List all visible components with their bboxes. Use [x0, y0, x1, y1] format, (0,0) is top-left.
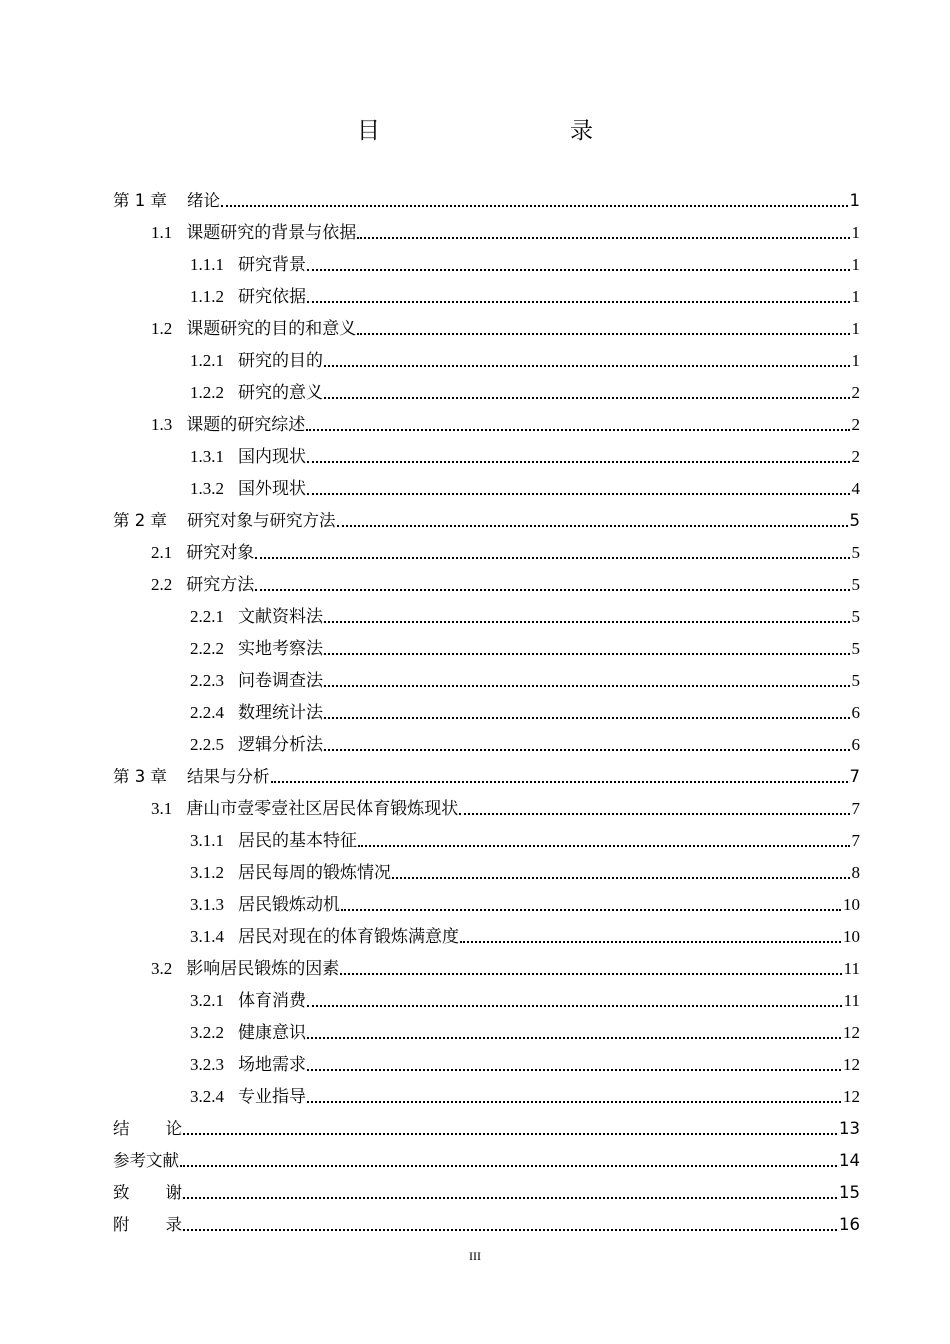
toc-entry-title: 场地需求 [238, 1055, 306, 1074]
toc-entry-title: 影响居民锻炼的因素 [186, 959, 340, 978]
toc-entry-page: 12 [843, 1055, 860, 1074]
toc-entry-title: 参考文献 [113, 1151, 179, 1170]
toc-entry-title: 附录 [113, 1215, 218, 1234]
toc-entry-number: 2.2.3 [190, 671, 224, 690]
toc-entry-title: 文献资料法 [238, 607, 323, 626]
toc-entry-number: 第 1 章 [113, 191, 167, 210]
toc-entry-title: 研究背景 [238, 255, 306, 274]
toc-entry[interactable] [113, 628, 860, 660]
dot-leader [341, 909, 841, 911]
toc-entry[interactable] [113, 820, 860, 852]
toc-entry-page: 4 [851, 479, 860, 498]
toc-entry-page: 14 [839, 1151, 860, 1170]
toc-entry-title: 研究方法 [186, 575, 255, 594]
toc-entry[interactable] [113, 244, 860, 276]
dot-leader [180, 1165, 837, 1167]
toc-entry-page: 1 [851, 351, 860, 370]
dot-leader [183, 1229, 837, 1231]
toc-entry-number: 3.2.3 [190, 1055, 224, 1074]
toc-entry-page: 5 [851, 639, 860, 658]
toc-entry-title: 体育消费 [238, 991, 306, 1010]
toc-entry-title: 实地考察法 [238, 639, 323, 658]
toc-entry-title: 国内现状 [238, 447, 306, 466]
toc-entry-title: 课题研究的目的和意义 [186, 319, 357, 338]
dot-leader [324, 717, 850, 719]
dot-leader [357, 237, 849, 239]
toc-entry-number: 3.2.1 [190, 991, 224, 1010]
toc-entry-page: 13 [839, 1119, 860, 1138]
dot-leader [460, 941, 841, 943]
dot-leader [324, 621, 850, 623]
toc-entry-page: 6 [851, 703, 860, 722]
toc-entry-page: 1 [851, 319, 860, 338]
toc-entry[interactable] [113, 308, 860, 340]
toc-entry-page: 1 [851, 223, 860, 242]
toc-entry[interactable] [113, 660, 860, 692]
toc-entry[interactable] [113, 468, 860, 500]
dot-leader [271, 781, 848, 783]
toc-entry[interactable] [113, 980, 860, 1012]
toc-entry-title: 研究的目的 [238, 351, 323, 370]
toc-entry-title: 居民对现在的体育锻炼满意度 [238, 927, 459, 946]
dot-leader [392, 877, 850, 879]
toc-entry-page: 6 [851, 735, 860, 754]
dot-leader [337, 525, 848, 527]
dot-leader [255, 557, 849, 559]
toc-entry-page: 1 [851, 255, 860, 274]
dot-leader [324, 397, 850, 399]
toc-entry-number: 2.2.5 [190, 735, 224, 754]
toc-entry-title: 专业指导 [238, 1087, 306, 1106]
toc-entry-number: 2.1 [151, 543, 173, 562]
dot-leader [255, 589, 849, 591]
toc-entry-page: 5 [851, 575, 860, 594]
toc-entry[interactable] [113, 564, 860, 596]
toc-entry-page: 11 [843, 959, 860, 978]
toc-entry-number: 2.2.1 [190, 607, 224, 626]
toc-entry[interactable] [113, 340, 860, 372]
toc-entry[interactable] [113, 1044, 860, 1076]
toc-entry-page: 2 [851, 447, 860, 466]
toc-entry-page: 15 [839, 1183, 860, 1202]
toc-entry[interactable] [113, 500, 860, 532]
toc-entry[interactable] [113, 756, 860, 788]
dot-leader [324, 365, 850, 367]
toc-entry[interactable] [113, 788, 860, 820]
toc-entry-number: 3.1.3 [190, 895, 224, 914]
toc-entry-page: 10 [843, 927, 860, 946]
dot-leader [459, 813, 849, 815]
toc-entry-title: 课题的研究综述 [186, 415, 306, 434]
toc-entry-number: 第 3 章 [113, 767, 167, 786]
toc-entry-number: 1.2.2 [190, 383, 224, 402]
dot-leader [307, 269, 850, 271]
dot-leader [307, 301, 850, 303]
dot-leader [357, 333, 849, 335]
toc-entry-title: 唐山市壹零壹社区居民体育锻炼现状 [186, 799, 459, 818]
dot-leader [306, 429, 849, 431]
toc-entry[interactable] [113, 1108, 860, 1140]
toc-entry[interactable] [113, 532, 860, 564]
toc-entry-title: 居民的基本特征 [238, 831, 357, 850]
dot-leader [307, 1069, 841, 1071]
page-title: 目 录 [357, 118, 641, 144]
page-number: III [469, 1249, 481, 1263]
toc-entry-title: 国外现状 [238, 479, 306, 498]
dot-leader [307, 1005, 842, 1007]
dot-leader [324, 653, 850, 655]
toc-entry[interactable] [113, 1012, 860, 1044]
toc-entry-page: 16 [839, 1215, 860, 1234]
dot-leader [324, 749, 850, 751]
toc-entry-page: 7 [851, 831, 860, 850]
toc-entry[interactable] [113, 596, 860, 628]
toc-entry-number: 3.2.4 [190, 1087, 224, 1106]
toc-entry-page: 7 [849, 767, 860, 786]
toc-entry[interactable] [113, 404, 860, 436]
toc-entry-page: 5 [851, 543, 860, 562]
toc-entry-number: 1.2.1 [190, 351, 224, 370]
toc-entry-page: 10 [843, 895, 860, 914]
toc-entry-title: 致谢 [113, 1183, 218, 1202]
toc-entry-title: 绪论 [187, 191, 220, 210]
toc-entry-number: 3.1.4 [190, 927, 224, 946]
toc-entry-number: 3.2.2 [190, 1023, 224, 1042]
toc-entry[interactable] [113, 948, 860, 980]
toc-entry-title: 健康意识 [238, 1023, 306, 1042]
dot-leader [221, 205, 848, 207]
dot-leader [183, 1133, 837, 1135]
toc-entry-title: 课题研究的背景与依据 [186, 223, 357, 242]
dot-leader [307, 493, 850, 495]
toc-entry[interactable] [113, 180, 860, 212]
toc-entry-page: 8 [851, 863, 860, 882]
toc-entry-number: 1.3.2 [190, 479, 224, 498]
table-of-contents [113, 180, 860, 1236]
toc-entry[interactable] [113, 916, 860, 948]
toc-entry[interactable] [113, 212, 860, 244]
toc-entry-title: 居民锻炼动机 [238, 895, 340, 914]
toc-entry-number: 第 2 章 [113, 511, 167, 530]
toc-entry-number: 1.1 [151, 223, 173, 242]
toc-entry-page: 1 [849, 191, 860, 210]
toc-entry[interactable] [113, 692, 860, 724]
toc-entry-number: 2.2.4 [190, 703, 224, 722]
toc-entry-number: 2.2 [151, 575, 173, 594]
toc-entry-page: 5 [851, 607, 860, 626]
toc-entry-number: 1.3.1 [190, 447, 224, 466]
toc-entry-page: 1 [851, 287, 860, 306]
toc-entry-number: 3.1 [151, 799, 173, 818]
toc-entry-number: 1.1.2 [190, 287, 224, 306]
toc-entry[interactable] [113, 1140, 860, 1172]
toc-entry[interactable] [113, 884, 860, 916]
toc-entry-number: 3.1.1 [190, 831, 224, 850]
toc-entry-number: 1.1.1 [190, 255, 224, 274]
dot-leader [307, 1101, 841, 1103]
toc-entry-number: 3.2 [151, 959, 173, 978]
toc-entry-page: 5 [849, 511, 860, 530]
toc-entry-title: 研究对象 [186, 543, 255, 562]
toc-entry-title: 研究的意义 [238, 383, 323, 402]
toc-entry-page: 11 [843, 991, 860, 1010]
toc-entry-page: 7 [851, 799, 860, 818]
dot-leader [324, 685, 850, 687]
toc-entry-number: 1.3 [151, 415, 173, 434]
toc-entry-page: 5 [851, 671, 860, 690]
dot-leader [307, 461, 850, 463]
toc-entry[interactable] [113, 276, 860, 308]
toc-entry-title: 结果与分析 [187, 767, 270, 786]
toc-entry[interactable] [113, 724, 860, 756]
toc-entry-page: 12 [843, 1087, 860, 1106]
toc-entry-page: 2 [851, 415, 860, 434]
toc-entry-title: 居民每周的锻炼情况 [238, 863, 391, 882]
dot-leader [358, 845, 850, 847]
dot-leader [307, 1037, 841, 1039]
toc-entry-number: 2.2.2 [190, 639, 224, 658]
toc-entry-title: 研究依据 [238, 287, 306, 306]
toc-entry-title: 逻辑分析法 [238, 735, 323, 754]
toc-entry-number: 3.1.2 [190, 863, 224, 882]
toc-entry[interactable] [113, 852, 860, 884]
toc-entry-title: 结论 [113, 1119, 218, 1138]
toc-entry-page: 12 [843, 1023, 860, 1042]
toc-entry[interactable] [113, 1076, 860, 1108]
toc-entry[interactable] [113, 372, 860, 404]
dot-leader [183, 1197, 837, 1199]
toc-entry-number: 1.2 [151, 319, 173, 338]
toc-entry-page: 2 [851, 383, 860, 402]
toc-entry[interactable] [113, 436, 860, 468]
toc-entry[interactable] [113, 1172, 860, 1204]
toc-entry-title: 问卷调查法 [238, 671, 323, 690]
toc-entry[interactable] [113, 1204, 860, 1236]
toc-entry-title: 数理统计法 [238, 703, 323, 722]
toc-entry-title: 研究对象与研究方法 [187, 511, 336, 530]
dot-leader [340, 973, 841, 975]
